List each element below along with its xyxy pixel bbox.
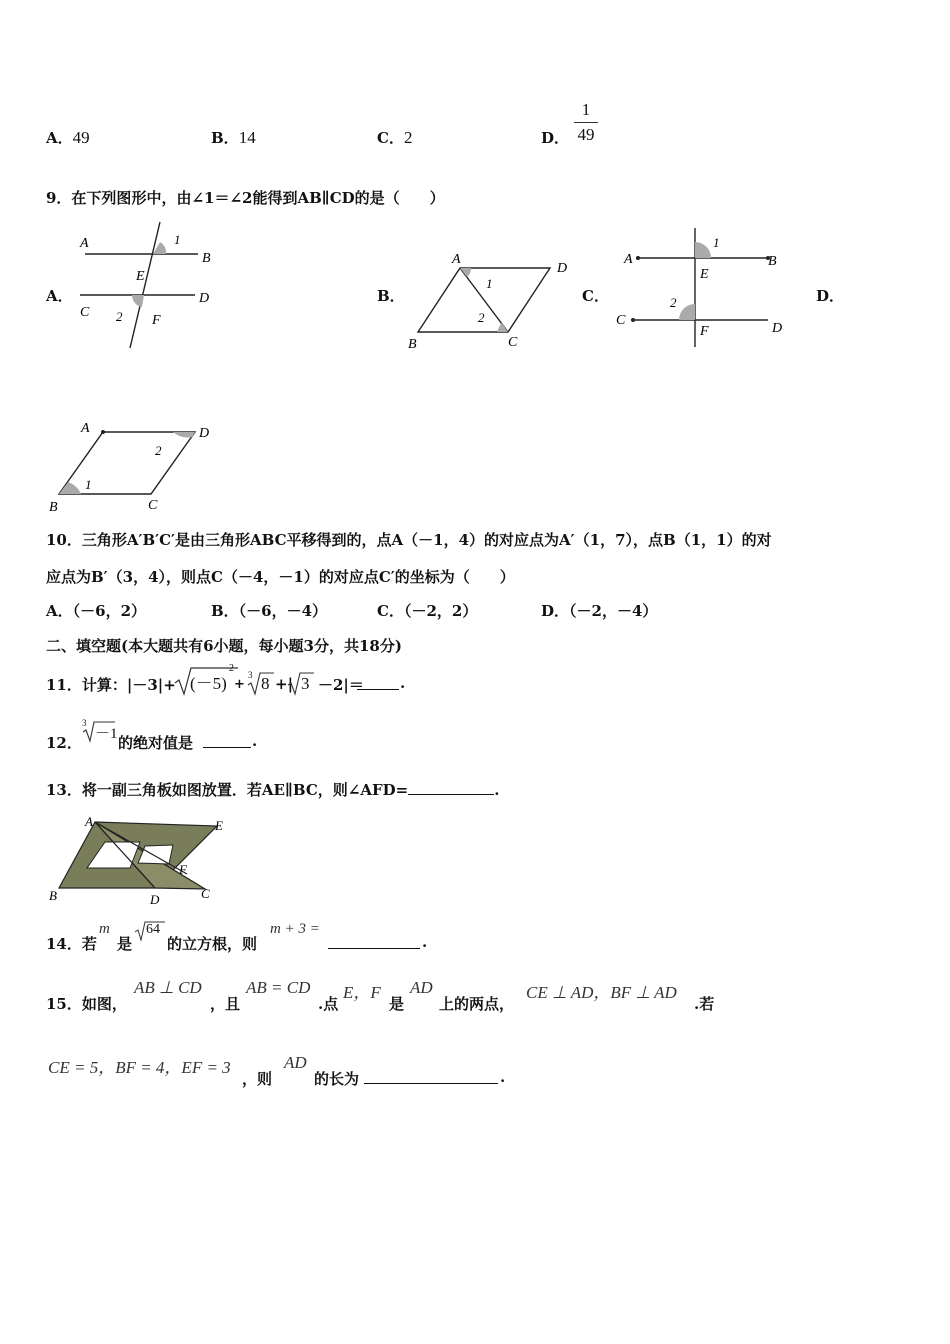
q10-option-b: B．（－6，－4） bbox=[211, 602, 328, 620]
q10-option-a: A．（－6，2） bbox=[46, 602, 147, 620]
label-b: B bbox=[49, 888, 57, 903]
label-1: 1 bbox=[174, 232, 181, 247]
q13-answer-blank[interactable] bbox=[408, 780, 494, 795]
angle-2-mark bbox=[173, 432, 195, 437]
label-a: A bbox=[452, 252, 461, 267]
label-2: 2 bbox=[670, 295, 677, 310]
label-e: E bbox=[215, 818, 223, 833]
q15-line2: CE = 5，BF = 4，EF = 3 ，则 AD 的长为 . bbox=[48, 1053, 506, 1088]
q9-figure-d bbox=[45, 415, 220, 515]
label-f: F bbox=[700, 324, 709, 339]
q10-line2: 应点为B′（3，4），则点C（－4，－1）的对应点C′的坐标为（ ） bbox=[46, 568, 515, 586]
label-b: B bbox=[49, 500, 58, 515]
q9-figure-c bbox=[608, 225, 793, 350]
q12-answer-blank[interactable] bbox=[203, 733, 251, 748]
label-e: E bbox=[136, 269, 145, 284]
angle-2-mark bbox=[132, 295, 144, 307]
q10-line1: 10．三角形A′B′C′是由三角形ABC平移得到的，点A（－1，4）的对应点为A′（1，7），点B（1，1）的对 bbox=[46, 531, 772, 549]
section2-title: 二、填空题(本大题共有6小题，每小题3分，共18分) bbox=[46, 637, 402, 655]
label-c: C bbox=[148, 498, 158, 513]
q10-option-c: C．（－2，2） bbox=[377, 602, 478, 620]
label-e: E bbox=[700, 267, 709, 282]
label-b: B bbox=[768, 254, 777, 269]
angle-1-mark bbox=[59, 482, 81, 494]
label-2: 2 bbox=[155, 443, 162, 458]
q13-figure bbox=[45, 812, 235, 910]
label-d: D bbox=[150, 892, 160, 907]
angle-2-mark bbox=[679, 304, 695, 320]
label-a: A bbox=[80, 236, 89, 251]
q8-option-b: B．14 bbox=[211, 128, 256, 147]
label-f: F bbox=[152, 313, 161, 328]
q9-letter-a: A． bbox=[46, 287, 73, 305]
label-d: D bbox=[199, 426, 210, 441]
q10-option-d: D．（－2，－4） bbox=[541, 602, 658, 620]
label-2: 2 bbox=[478, 310, 485, 325]
label-1: 1 bbox=[85, 477, 92, 492]
q9-figure-a bbox=[70, 220, 220, 355]
label-c: C bbox=[80, 305, 90, 320]
label-d: D bbox=[557, 261, 568, 276]
parallelogram bbox=[59, 432, 195, 494]
label-a: A bbox=[85, 814, 93, 829]
transversal bbox=[130, 222, 160, 348]
q8-option-d: D． bbox=[541, 129, 570, 147]
label-a: A bbox=[81, 421, 90, 436]
q9-letter-c: C． bbox=[582, 287, 609, 305]
label-b: B bbox=[202, 251, 211, 266]
label-c: C bbox=[508, 335, 518, 350]
q15-line1: 15．如图， AB ⊥ CD ，且 AB = CD .点 E，F 是 AD 上的两点， CE ⊥ AD，BF ⊥ AD .若 bbox=[46, 978, 715, 1013]
q15-answer-blank[interactable] bbox=[364, 1069, 498, 1084]
q11-answer-blank[interactable] bbox=[357, 675, 399, 690]
angle-1-mark bbox=[695, 242, 711, 258]
label-c: C bbox=[201, 886, 210, 901]
q8-option-c: C．2 bbox=[377, 128, 413, 147]
label-b: B bbox=[408, 337, 417, 352]
q9-letter-d: D． bbox=[816, 287, 845, 305]
q9-figure-b bbox=[400, 248, 585, 356]
label-1: 1 bbox=[486, 276, 493, 291]
q13-line: 13．将一副三角板如图放置．若AE∥BC，则∠AFD= . bbox=[46, 781, 500, 799]
label-d: D bbox=[199, 291, 210, 306]
angle-2-mark bbox=[497, 323, 508, 332]
q9-stem: 9．在下列图形中，由∠1＝∠2能得到AB∥CD的是（ ） bbox=[46, 189, 445, 207]
label-a: A bbox=[624, 252, 633, 267]
q9-letter-b: B． bbox=[377, 287, 405, 305]
q8-option-a: A．49 bbox=[46, 128, 90, 147]
label-f: F bbox=[179, 862, 187, 877]
q8-option-d-fraction: 1 49 bbox=[574, 100, 598, 145]
q14-answer-blank[interactable] bbox=[328, 934, 420, 949]
label-d: D bbox=[772, 321, 783, 336]
label-2: 2 bbox=[116, 309, 123, 324]
label-c: C bbox=[616, 313, 626, 328]
label-1: 1 bbox=[713, 235, 720, 250]
